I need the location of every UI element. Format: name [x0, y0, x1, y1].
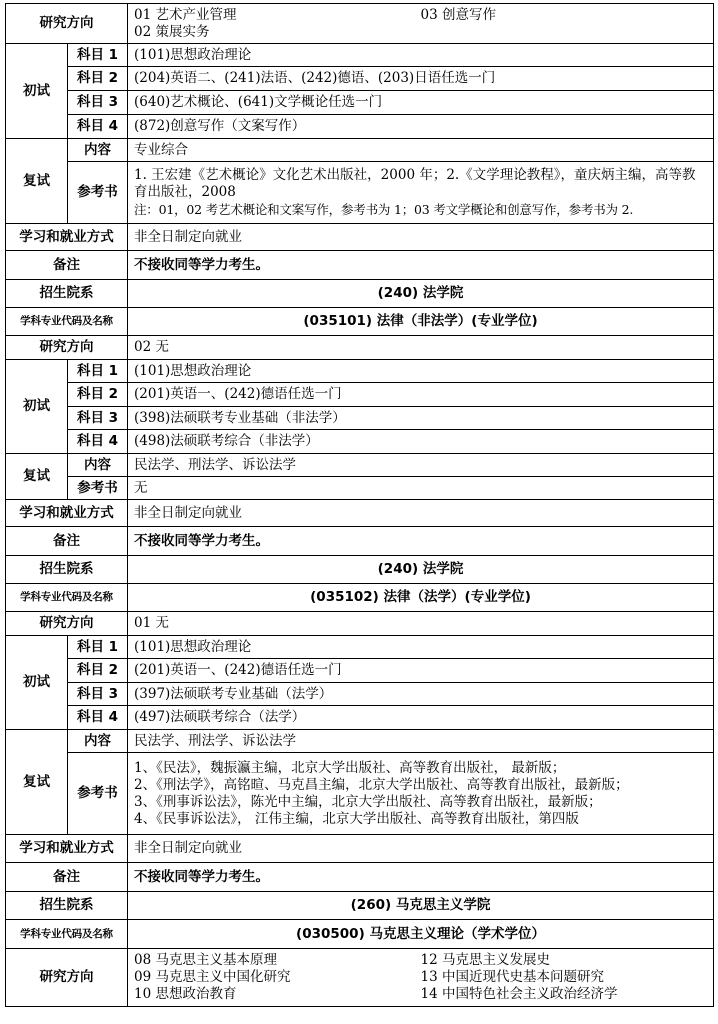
- direction-item: 01 无: [128, 612, 714, 636]
- subject-row: [6, 659, 714, 683]
- department-value: (240) 法学院: [128, 556, 714, 584]
- major-code-name-label: 学科专业代码及名称: [6, 308, 128, 336]
- research-direction-row: [6, 949, 714, 1007]
- retest-content-row: [6, 730, 714, 753]
- catalog-table: [5, 3, 714, 1007]
- retest-content-value: 民法学、刑法学、诉讼法学: [128, 730, 714, 753]
- initial-exam-label: 初试: [6, 360, 68, 454]
- reference-books-label: 参考书: [68, 477, 128, 500]
- retest-label: 复试: [6, 454, 68, 500]
- subject-4-label: 科目 4: [68, 706, 128, 730]
- direction-item: 12 马克思主义发展史: [420, 952, 550, 968]
- major-value: (030500) 马克思主义理论（学术学位）: [128, 920, 714, 949]
- remarks-row: [6, 251, 714, 280]
- study-mode-row: [6, 224, 714, 251]
- study-mode-label: 学习和就业方式: [6, 835, 128, 863]
- remarks-row: [6, 863, 714, 892]
- department-label: 招生院系: [6, 556, 128, 584]
- subject-row: [6, 67, 714, 91]
- remarks-value: 不接收同等学力考生。: [128, 863, 714, 892]
- reference-books-value: [128, 753, 714, 835]
- reference-line: 3、《刑事诉讼法》，陈光中主编，北京大学出版社、高等教育出版社，最新版；: [134, 793, 602, 810]
- subject-row: [6, 383, 714, 407]
- subject-4-value: (498)法硕联考综合（非法学）: [128, 430, 714, 454]
- initial-exam-label: 初试: [6, 44, 68, 139]
- subject-row: [6, 44, 714, 67]
- subject-1-label: 科目 1: [68, 44, 128, 67]
- major-row: [6, 920, 714, 949]
- subject-1-value: (101)思想政治理论: [128, 636, 714, 659]
- subject-3-value: (398)法硕联考专业基础（非法学）: [128, 407, 714, 430]
- subject-2-value: (201)英语一、(242)德语任选一门: [128, 383, 714, 407]
- research-direction-label: 研究方向: [6, 4, 128, 44]
- major-value: (035102) 法律（法学）(专业学位): [128, 584, 714, 612]
- department-row: [6, 892, 714, 920]
- reference-note: 注：01，02 考艺术概论和文案写作，参考书为 1；03 考文学概论和创意写作，参考书为 2.: [134, 202, 634, 217]
- content-label: 内容: [68, 139, 128, 162]
- research-direction-label: 研究方向: [6, 949, 128, 1007]
- subject-4-label: 科目 4: [68, 115, 128, 139]
- study-mode-label: 学习和就业方式: [6, 224, 128, 251]
- reference-line: 2、《刑法学》，高铭暄、马克昌主编，北京大学出版社、高等教育出版社，最新版；: [134, 776, 629, 793]
- subject-2-value: (204)英语二、(241)法语、(242)德语、(203)日语任选一门: [128, 67, 714, 91]
- content-label: 内容: [68, 454, 128, 477]
- subject-1-value: (101)思想政治理论: [128, 44, 714, 67]
- direction-item: 14 中国特色社会主义政治经济学: [420, 986, 618, 1002]
- subject-row: [6, 430, 714, 454]
- remarks-row: [6, 527, 714, 556]
- major-row: [6, 308, 714, 336]
- department-value: (260) 马克思主义学院: [128, 892, 714, 920]
- retest-label: 复试: [6, 730, 68, 835]
- major-value: (035101) 法律（非法学）(专业学位): [128, 308, 714, 336]
- subject-3-label: 科目 3: [68, 91, 128, 115]
- reference-line: 1. 王宏建《艺术概论》文化艺术出版社，2000 年；2.《文学理论教程》，童庆炳主编，高等教育出版社，2008: [134, 167, 696, 200]
- subject-2-label: 科目 2: [68, 659, 128, 683]
- subject-1-value: (101)思想政治理论: [128, 360, 714, 383]
- direction-item: 09 马克思主义中国化研究: [134, 969, 291, 985]
- subject-3-label: 科目 3: [68, 407, 128, 430]
- remarks-label: 备注: [6, 863, 128, 892]
- subject-row: [6, 91, 714, 115]
- department-value: (240) 法学院: [128, 280, 714, 308]
- subject-3-label: 科目 3: [68, 683, 128, 706]
- subject-4-value: (872)创意写作（文案写作）: [128, 115, 714, 139]
- retest-content-value: 民法学、刑法学、诉讼法学: [128, 454, 714, 477]
- subject-row: [6, 683, 714, 706]
- study-mode-value: 非全日制定向就业: [128, 835, 714, 863]
- reference-line: 4、《民事诉讼法》， 江伟主编，北京大学出版社、高等教育出版社，第四版: [134, 810, 579, 827]
- study-mode-value: 非全日制定向就业: [128, 500, 714, 527]
- reference-books-row: [6, 753, 714, 835]
- initial-exam-label: 初试: [6, 636, 68, 730]
- subject-1-label: 科目 1: [68, 636, 128, 659]
- remarks-label: 备注: [6, 527, 128, 556]
- reference-books-value: 无: [128, 477, 714, 500]
- study-mode-row: [6, 835, 714, 863]
- reference-books-row: [6, 162, 714, 224]
- subject-3-value: (640)艺术概论、(641)文学概论任选一门: [128, 91, 714, 115]
- major-code-name-label: 学科专业代码及名称: [6, 584, 128, 612]
- department-row: [6, 280, 714, 308]
- reference-books-label: 参考书: [68, 753, 128, 835]
- department-label: 招生院系: [6, 280, 128, 308]
- subject-row: [6, 115, 714, 139]
- admission-catalog-page: [5, 3, 713, 1007]
- subject-2-label: 科目 2: [68, 67, 128, 91]
- direction-item: 02 策展实务: [134, 23, 210, 40]
- retest-content-row: [6, 454, 714, 477]
- direction-item: 02 无: [128, 336, 714, 360]
- research-direction-label: 研究方向: [6, 612, 128, 636]
- department-label: 招生院系: [6, 892, 128, 920]
- subject-3-value: (397)法硕联考专业基础（法学）: [128, 683, 714, 706]
- major-row: [6, 584, 714, 612]
- subject-2-value: (201)英语一、(242)德语任选一门: [128, 659, 714, 683]
- study-mode-row: [6, 500, 714, 527]
- retest-content-value: 专业综合: [128, 139, 714, 162]
- research-direction-label: 研究方向: [6, 336, 128, 360]
- subject-row: [6, 636, 714, 659]
- direction-item: 01 艺术产业管理: [134, 6, 237, 23]
- direction-item: 08 马克思主义基本原理: [134, 952, 277, 968]
- direction-item: 13 中国近现代史基本问题研究: [420, 969, 604, 985]
- reference-line: 1、《民法》，魏振瀛主编，北京大学出版社、高等教育出版社， 最新版；: [134, 759, 566, 776]
- retest-content-row: [6, 139, 714, 162]
- subject-4-label: 科目 4: [68, 430, 128, 454]
- subject-row: [6, 360, 714, 383]
- direction-item: 03 创意写作: [420, 6, 496, 23]
- reference-books-value: [128, 162, 714, 224]
- remarks-value: 不接收同等学力考生。: [128, 527, 714, 556]
- direction-item: 10 思想政治教育: [134, 986, 237, 1002]
- subject-1-label: 科目 1: [68, 360, 128, 383]
- study-mode-label: 学习和就业方式: [6, 500, 128, 527]
- research-direction-list: [128, 4, 714, 44]
- research-direction-row: [6, 336, 714, 360]
- remarks-label: 备注: [6, 251, 128, 280]
- remarks-value: 不接收同等学力考生。: [128, 251, 714, 280]
- major-code-name-label: 学科专业代码及名称: [6, 920, 128, 949]
- subject-4-value: (497)法硕联考综合（法学）: [128, 706, 714, 730]
- reference-books-row: [6, 477, 714, 500]
- department-row: [6, 556, 714, 584]
- subject-row: [6, 407, 714, 430]
- research-direction-list: [128, 949, 714, 1007]
- study-mode-value: 非全日制定向就业: [128, 224, 714, 251]
- research-direction-row: [6, 612, 714, 636]
- subject-2-label: 科目 2: [68, 383, 128, 407]
- reference-books-label: 参考书: [68, 162, 128, 224]
- subject-row: [6, 706, 714, 730]
- section-0-research-direction-row: [6, 4, 714, 44]
- content-label: 内容: [68, 730, 128, 753]
- retest-label: 复试: [6, 139, 68, 224]
